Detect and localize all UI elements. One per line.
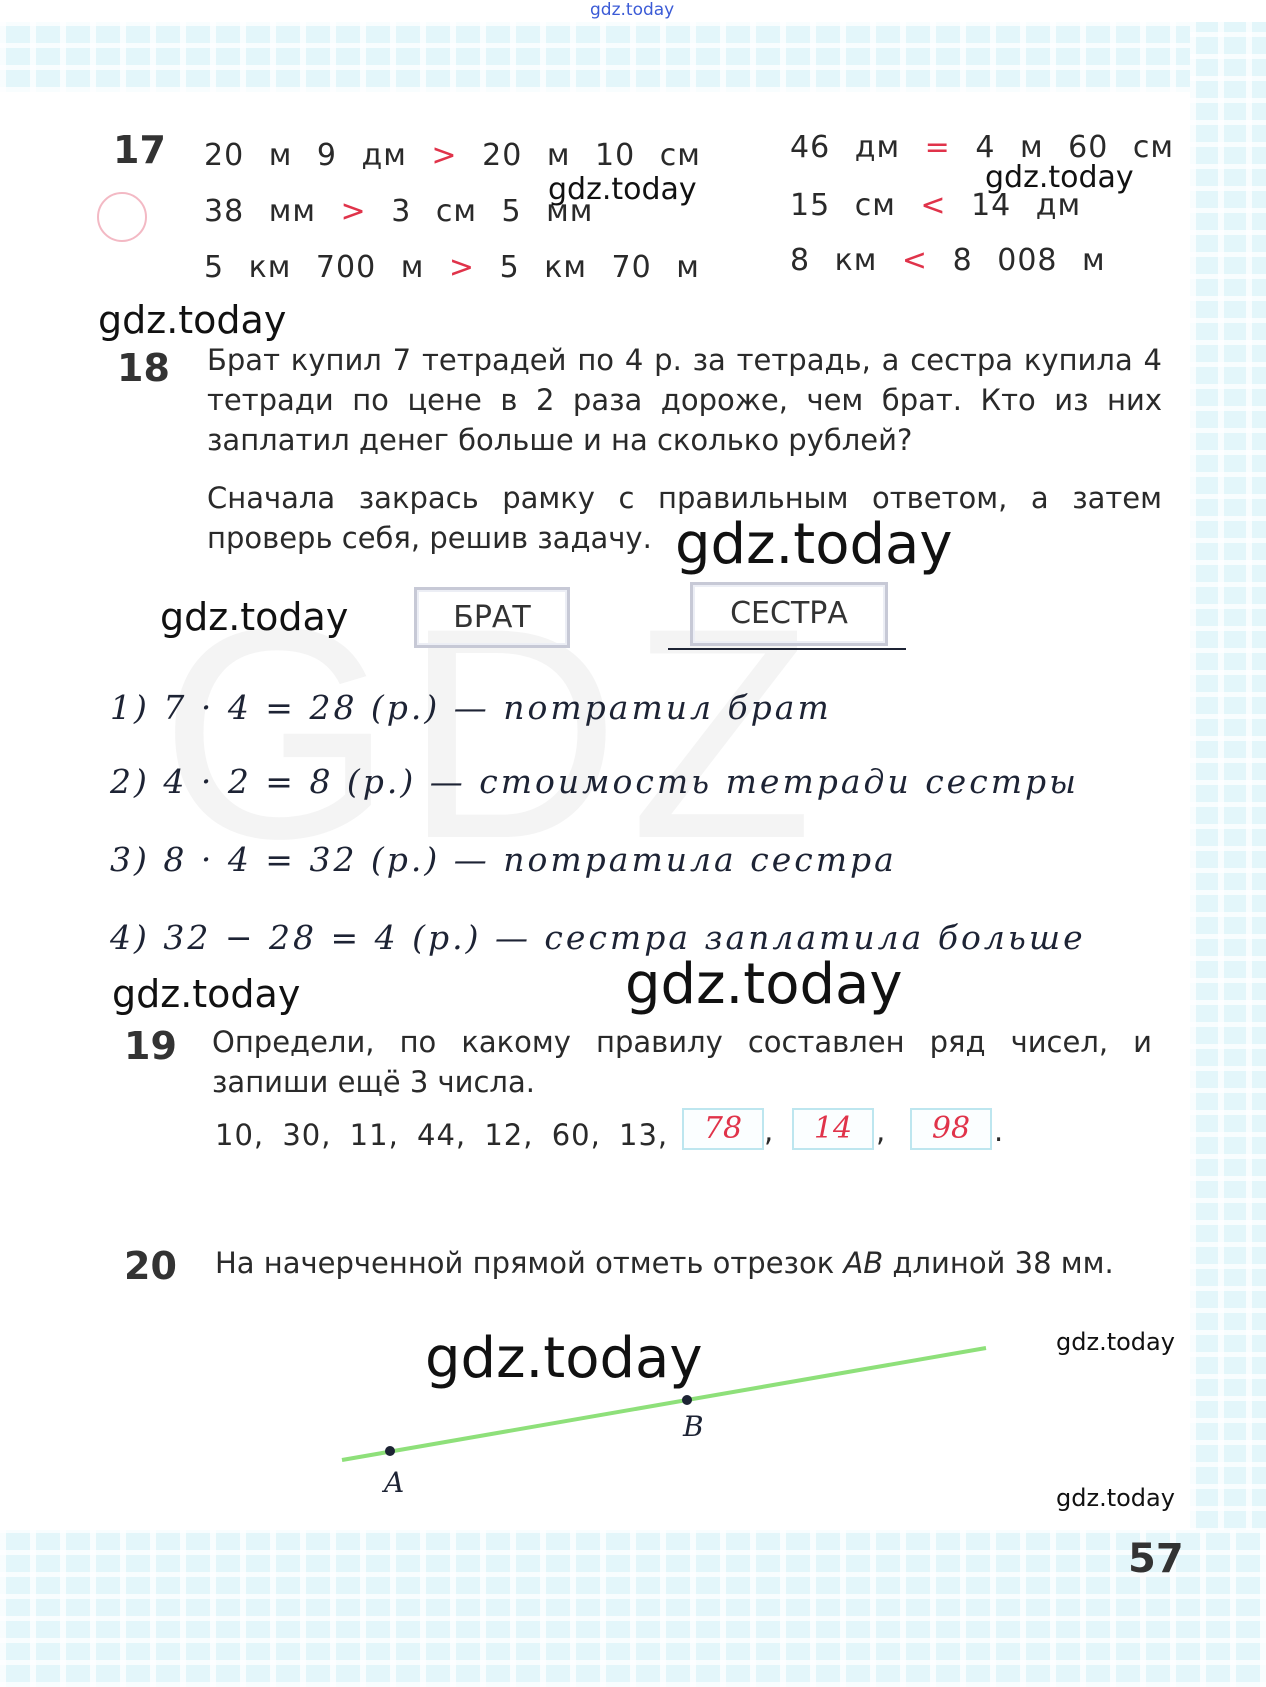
answer-frame-sister-label: СЕСТРА: [730, 596, 848, 631]
ex19-comma-2: ,: [876, 1114, 886, 1148]
watermark-1: gdz.today: [548, 172, 697, 207]
ex17-left-row-1: [204, 138, 701, 173]
ex17-left-row-2: [204, 194, 593, 229]
decorative-right-band: [1190, 22, 1266, 1687]
point-b-mark: [682, 1395, 692, 1405]
point-a-label: A: [384, 1466, 408, 1499]
watermark-10: gdz.today: [1056, 1484, 1175, 1512]
ex17-r3-b: 8 008 м: [952, 243, 1106, 278]
ex17-r2-b: 14 дм: [971, 188, 1082, 223]
ex19-answer-2[interactable]: 14: [792, 1108, 874, 1150]
solution-step-3: 3) 8 · 4 = 32 (р.) — потратила сестра: [110, 840, 897, 879]
ex20-segment-label: AB: [843, 1246, 884, 1280]
ex17-l3-sign: >: [448, 250, 476, 285]
ex17-r1-sign: =: [924, 130, 951, 165]
watermark-9: gdz.today: [425, 1326, 703, 1391]
watermark-6: gdz.today: [112, 972, 301, 1016]
point-a-mark: [385, 1446, 395, 1456]
ex19-answer-3[interactable]: 98: [910, 1108, 992, 1150]
ex17-l3-b: 5 км 70 м: [499, 250, 700, 285]
ex20-drawing[interactable]: [330, 1338, 1010, 1498]
solution-step-4: 4) 32 − 28 = 4 (р.) — сестра заплатила больше: [110, 918, 1086, 957]
point-b-label: B: [683, 1410, 707, 1443]
watermark-3: gdz.today: [98, 298, 287, 342]
ex18-problem-text: Брат купил 7 тетрадей по 4 р. за тетрадь, а сестра купила 4 тетради по цене в 2 раза дороже, чем брат. Кто из них заплатил денег больше и на сколько рублей?: [207, 343, 1162, 457]
exercise-19-number: 19: [124, 1024, 177, 1068]
solution-step-2: 2) 4 · 2 = 8 (р.) — стоимость тетради сестры: [110, 762, 1079, 801]
ex17-r3-a: 8 км: [790, 243, 878, 278]
ex19-problem-text: Определи, по какому правилу составлен ряд чисел, и запиши ещё 3 числа.: [212, 1025, 1152, 1099]
ex19-sequence: 10, 30, 11, 44, 12, 60, 13,: [215, 1118, 669, 1152]
ex20-problem-text: [215, 1242, 1155, 1284]
watermark-7: gdz.today: [625, 952, 903, 1017]
ex17-l2-sign: >: [340, 194, 367, 229]
ex17-left-row-3: [204, 250, 700, 285]
ex17-r2-sign: <: [920, 188, 947, 223]
decorative-top-band: [0, 22, 1266, 92]
sister-underline: [668, 648, 906, 650]
straight-line: [342, 1348, 986, 1460]
ex17-r2-a: 15 см: [790, 188, 896, 223]
watermark-top: gdz.today: [590, 0, 675, 20]
ex17-l3-a: 5 км 700 м: [204, 250, 425, 285]
answer-frame-brother[interactable]: [414, 587, 570, 648]
page-number: 57: [1128, 1536, 1184, 1582]
self-check-icon: [97, 192, 147, 242]
watermark-2: gdz.today: [985, 160, 1134, 195]
ex17-l2-a: 38 мм: [204, 194, 316, 229]
ex17-r1-b: 4 м 60 см: [975, 130, 1174, 165]
exercise-17-number: 17: [113, 128, 166, 172]
answer-frame-brother-label: БРАТ: [453, 600, 531, 635]
exercise-18-number: 18: [117, 346, 170, 390]
ex17-l2-b: 3 см 5 мм: [391, 194, 594, 229]
ex20-problem-start: На начерченной прямой отметь отрезок: [215, 1246, 835, 1280]
ex17-l1-b: 20 м 10 см: [482, 138, 701, 173]
solution-step-1: 1) 7 · 4 = 28 (р.) — потратил брат: [110, 688, 832, 727]
exercise-20-number: 20: [124, 1244, 177, 1288]
watermark-8: gdz.today: [1056, 1328, 1175, 1356]
ex19-comma-1: ,: [764, 1114, 774, 1148]
ex18-instruction-text: Сначала закрась рамку с правильным ответом, а затем проверь себя, решив задачу.: [207, 481, 1162, 555]
ex19-answer-1[interactable]: 78: [682, 1108, 764, 1150]
watermark-4: gdz.today: [675, 512, 953, 577]
ex17-r3-sign: <: [901, 243, 929, 278]
ex20-problem-end: длиной 38 мм.: [892, 1246, 1114, 1280]
answer-frame-sister[interactable]: [690, 582, 888, 646]
ex17-r1-a: 46 дм: [790, 130, 901, 165]
ex17-right-row-3: [790, 243, 1106, 278]
decorative-bottom-band: [0, 1530, 1266, 1687]
ex19-period: .: [994, 1114, 1004, 1148]
ex17-l1-sign: >: [431, 138, 458, 173]
watermark-5: gdz.today: [160, 595, 349, 639]
ex17-l1-a: 20 м 9 дм: [204, 138, 407, 173]
